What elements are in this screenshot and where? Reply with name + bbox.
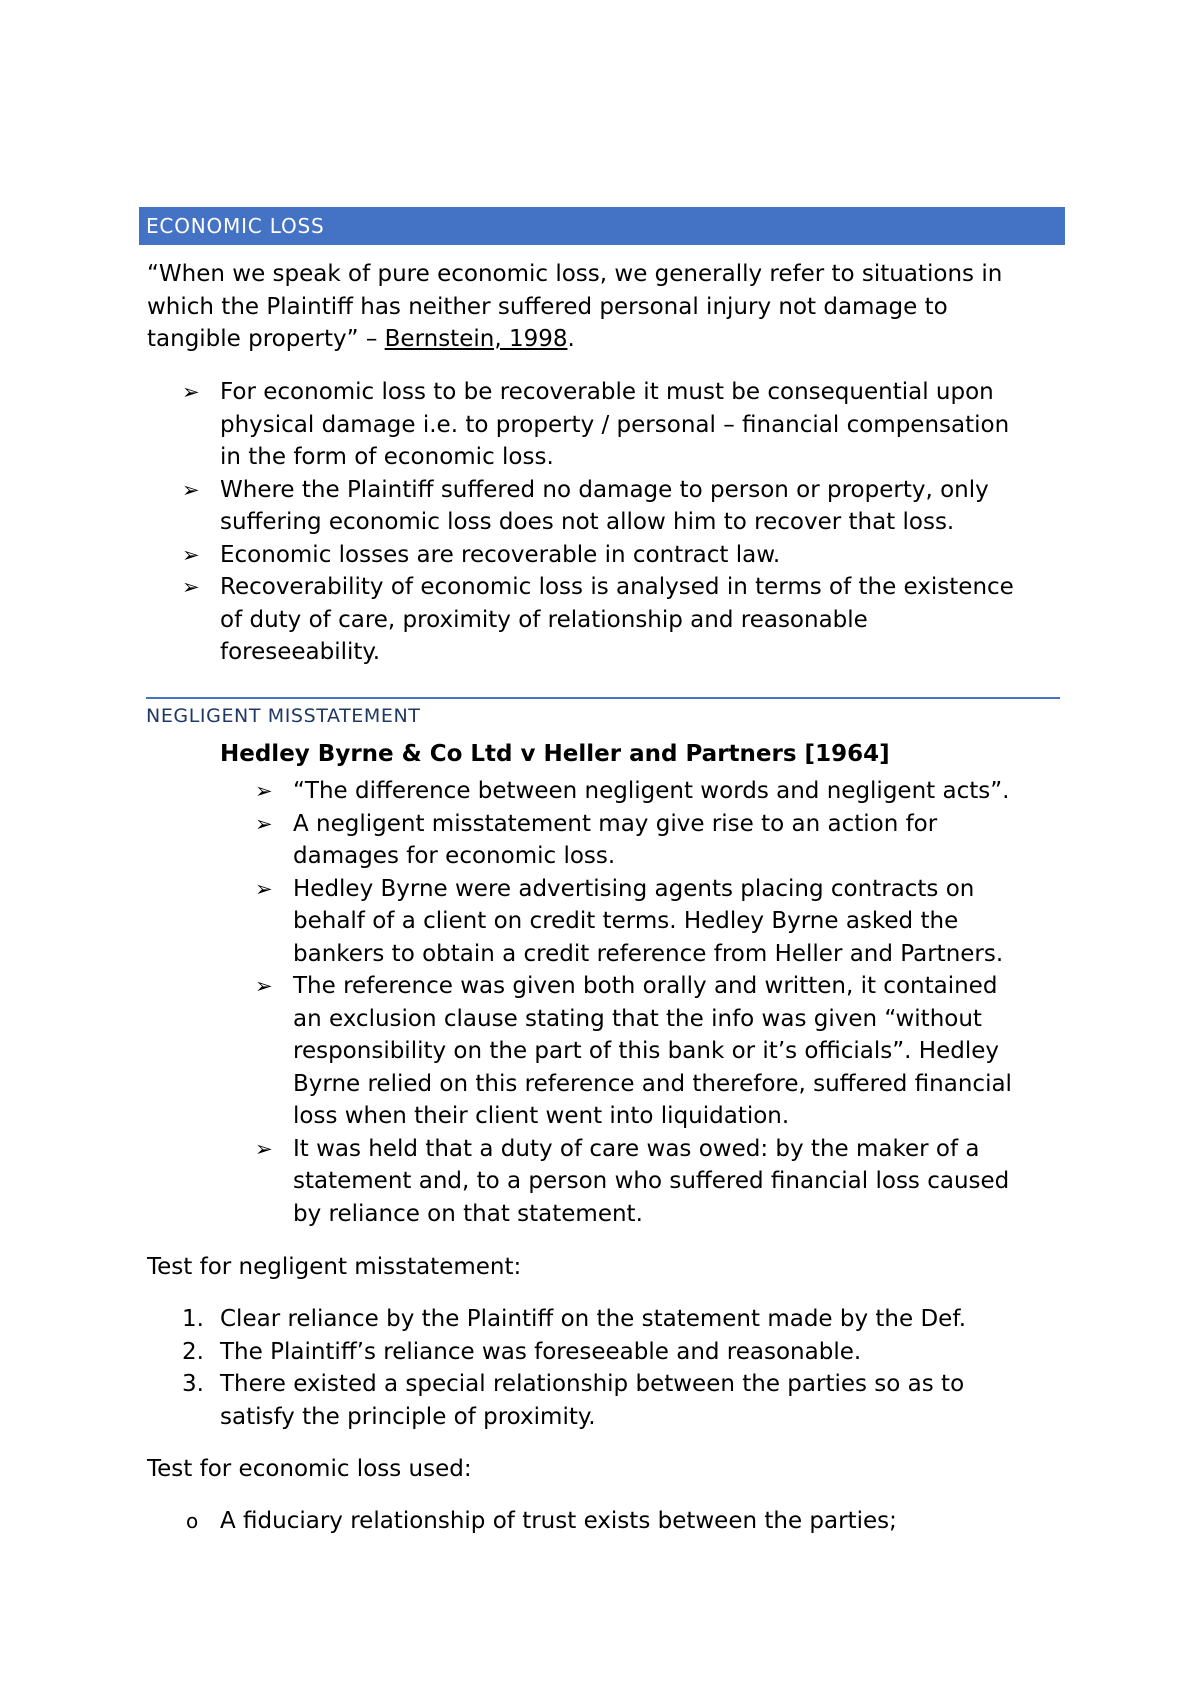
list-item: ➢ Economic losses are recoverable in contract law. [220,539,1014,572]
arrow-bullet-icon: ➢ [182,380,200,404]
section-divider [146,697,1060,699]
section-heading-negligent-misstatement: NEGLIGENT MISSTATEMENT [146,705,421,727]
citation-link: Bernstein, 1998 [384,326,568,352]
arrow-bullet-icon: ➢ [182,575,200,599]
list-item: ➢ For economic loss to be recoverable it must be consequential upon physical damage i.e. to property / personal – financial compensation in the form of economic loss. [220,376,1014,474]
list-item: ➢ A negligent misstatement may give rise to an action for damages for economic loss. [293,808,1012,873]
quote-line: “When we speak of pure economic loss, we generally refer to situations in [147,261,1003,287]
list-number: 1. [182,1306,204,1332]
test-numbered-list [182,1303,967,1433]
quote-line: tangible property” – [147,326,385,352]
arrow-bullet-icon: ➢ [182,542,200,567]
list-item: 2. The Plaintiff’s reliance was foreseeable and reasonable. [220,1336,966,1369]
test-heading: Test for negligent misstatement: [147,1254,522,1280]
arrow-bullet-icon: ➢ [255,779,273,803]
list-item: ➢ The reference was given both orally and written, it contained an exclusion clause stating that the info was given “without responsibility on the part of this bank or it’s officials”. Hedley Byrne relied on this reference and therefore, suffered financial loss when their client went into liquidation. [293,970,1012,1133]
arrow-bullet-icon: ➢ [182,477,200,502]
list-item: ➢ Hedley Byrne were advertising agents placing contracts on behalf of a client on credit terms. Hedley Byrne asked the bankers to obtain a credit reference from Heller and Partners. [293,873,1012,971]
economic-loss-bullet-list [182,376,1014,669]
list-item: 1. Clear reliance by the Plaintiff on the statement made by the Def. [220,1303,966,1336]
quote-paragraph [147,258,1002,356]
section-banner-economic-loss [139,207,1065,245]
quote-line: which the Plaintiff has neither suffered personal injury not damage to [147,293,948,320]
arrow-bullet-icon: ➢ [255,974,273,998]
case-title: Hedley Byrne & Co Ltd v Heller and Partners [1964] [220,741,890,767]
arrow-bullet-icon: ➢ [255,811,273,836]
case-bullet-list [255,775,1012,1230]
section-heading: ECONOMIC LOSS [146,214,325,238]
list-item: ➢ Recoverability of economic loss is analysed in terms of the existence of duty of care, proximity of relationship and reasonable foreseeability. [220,571,1014,669]
arrow-bullet-icon: ➢ [255,1136,273,1161]
econ-test-list [186,1505,897,1538]
list-item: ➢ “The difference between negligent words and negligent acts”. [293,775,1012,808]
list-item: o A fiduciary relationship of trust exists between the parties; [220,1505,897,1538]
econ-test-heading: Test for economic loss used: [147,1456,472,1482]
circle-bullet-icon: o [186,1509,199,1533]
list-item: ➢ It was held that a duty of care was owed: by the maker of a statement and, to a person who suffered financial loss caused by reliance on that statement. [293,1133,1012,1231]
list-item: 3. There existed a special relationship between the parties so as to satisfy the principle of proximity. [220,1368,966,1433]
quote-end: . [567,326,575,352]
list-number: 2. [182,1338,204,1365]
list-item: ➢ Where the Plaintiff suffered no damage to person or property, only suffering economic loss does not allow him to recover that loss. [220,474,1014,539]
list-number: 3. [182,1371,204,1397]
arrow-bullet-icon: ➢ [255,876,273,901]
